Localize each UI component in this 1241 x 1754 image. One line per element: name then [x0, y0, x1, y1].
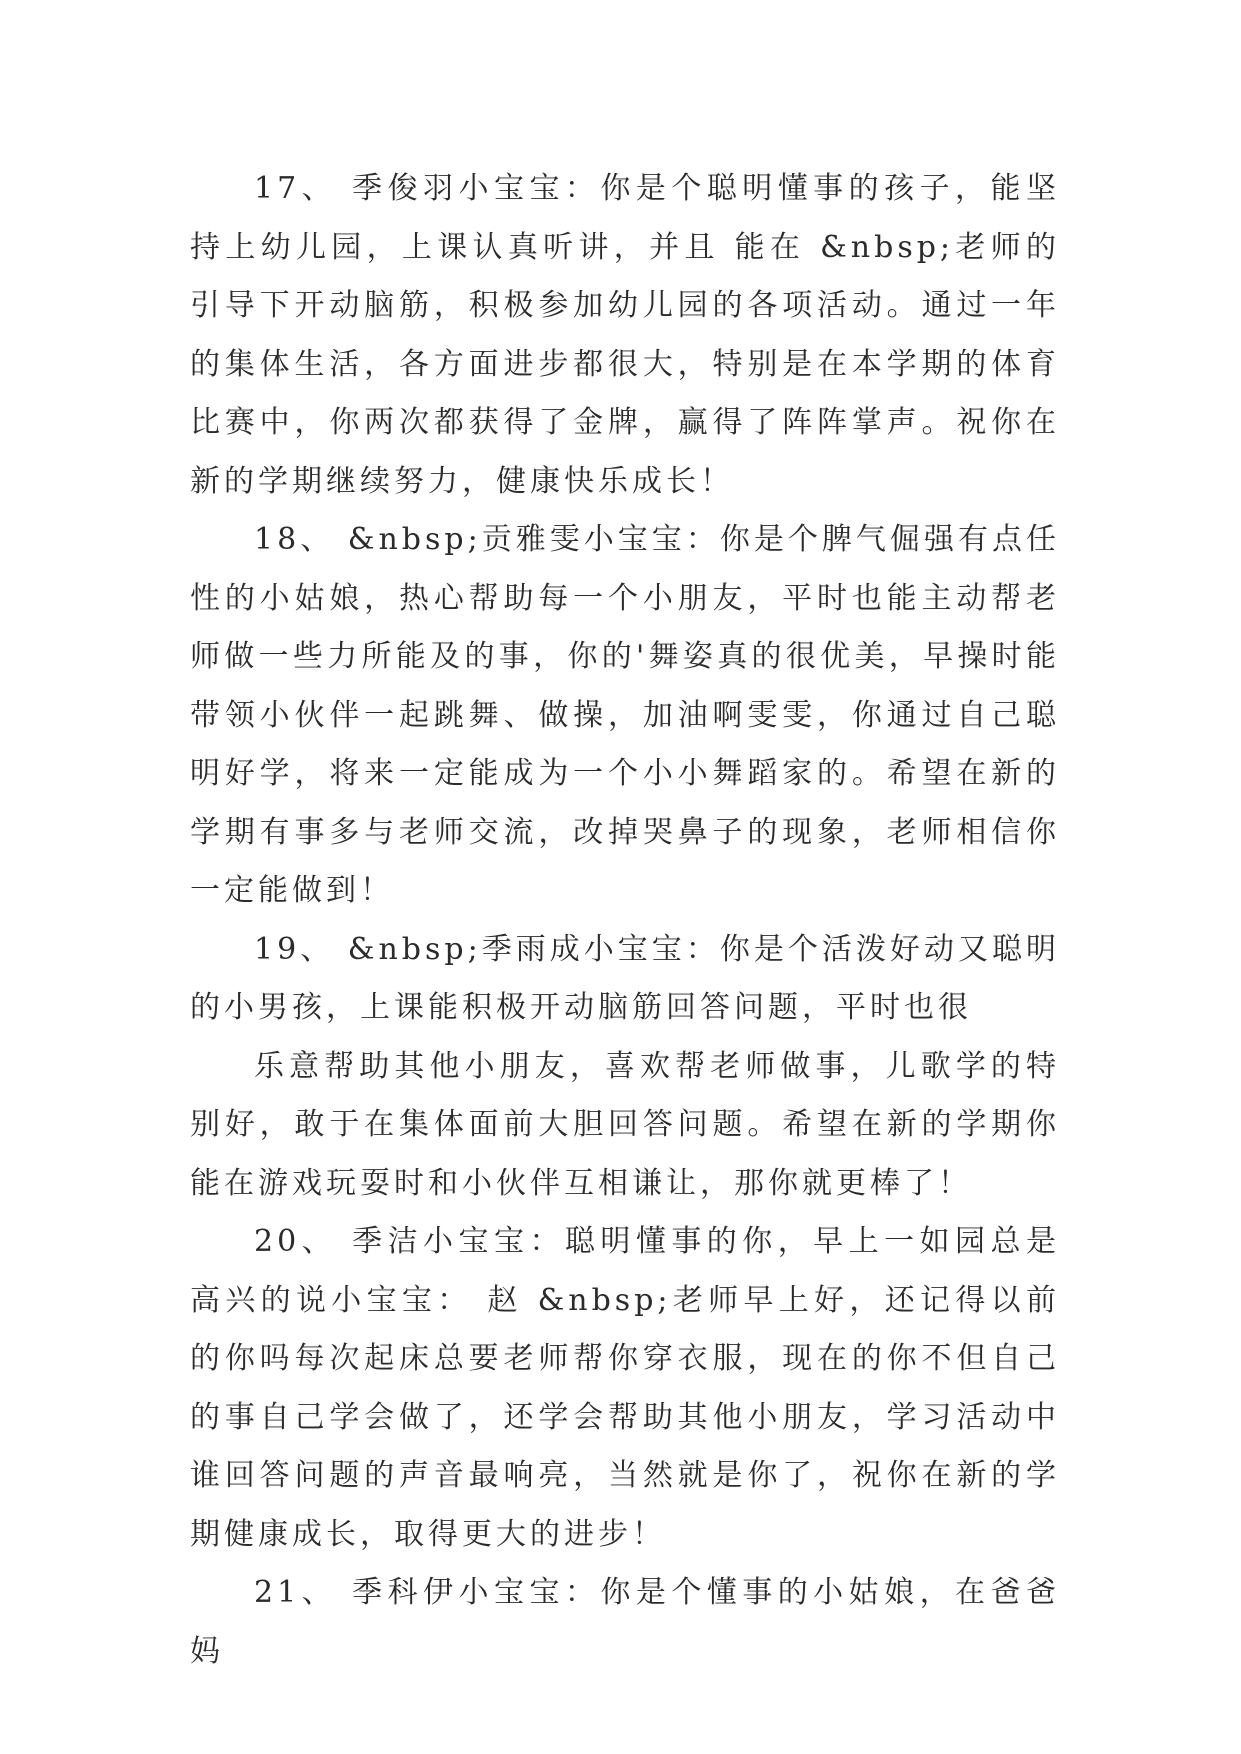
paragraph-20: 20、 季洁小宝宝：聪明懂事的你，早上一如园总是高兴的说小宝宝： 赵 &nbsp;老师早上好，还记得以前的你吗每次起床总要老师帮你穿衣服，现在的你不但自己的事自己学会做了，还学会帮助其他小朋友，学习活动中谁回答问题的声音最响亮，当然就是你了，祝你在新的学期健康成长，取得更大的进步！ [190, 1224, 1060, 1552]
paragraph-18: 18、 &nbsp;贡雅雯小宝宝：你是个脾气倔强有点任性的小姑娘，热心帮助每一个小朋友，平时也能主动帮老师做一些力所能及的事，你的'舞姿真的很优美，早操时能带领小伙伴一起跳舞、做操，加油啊雯雯，你通过自己聪明好学，将来一定能成为一个小小舞蹈家的。希望在新的学期有事多与老师交流，改掉哭鼻子的现象，老师相信你一定能做到！ [190, 522, 1060, 908]
paragraph-17: 17、 季俊羽小宝宝：你是个聪明懂事的孩子，能坚持上幼儿园，上课认真听讲，并且 能在 &nbsp;老师的引导下开动脑筋，积极参加幼儿园的各项活动。通过一年的集体生活，各方面进步都很大，特别是在本学期的体育比赛中，你两次都获得了金牌，赢得了阵阵掌声。祝你在新的学期继续努力，健康快乐成长！ [190, 171, 1060, 499]
document-page [190, 160, 1060, 1681]
paragraph-19-continued: 乐意帮助其他小朋友，喜欢帮老师做事，儿歌学的特别好，敢于在集体面前大胆回答问题。希望在新的学期你能在游戏玩耍时和小伙伴互相谦让，那你就更棒了！ [190, 1048, 1060, 1201]
paragraph-19: 19、 &nbsp;季雨成小宝宝：你是个活泼好动又聪明的小男孩，上课能积极开动脑筋回答问题，平时也很 [190, 931, 1060, 1025]
paragraph-21: 21、 季科伊小宝宝：你是个懂事的小姑娘，在爸爸妈 [190, 1575, 1060, 1669]
